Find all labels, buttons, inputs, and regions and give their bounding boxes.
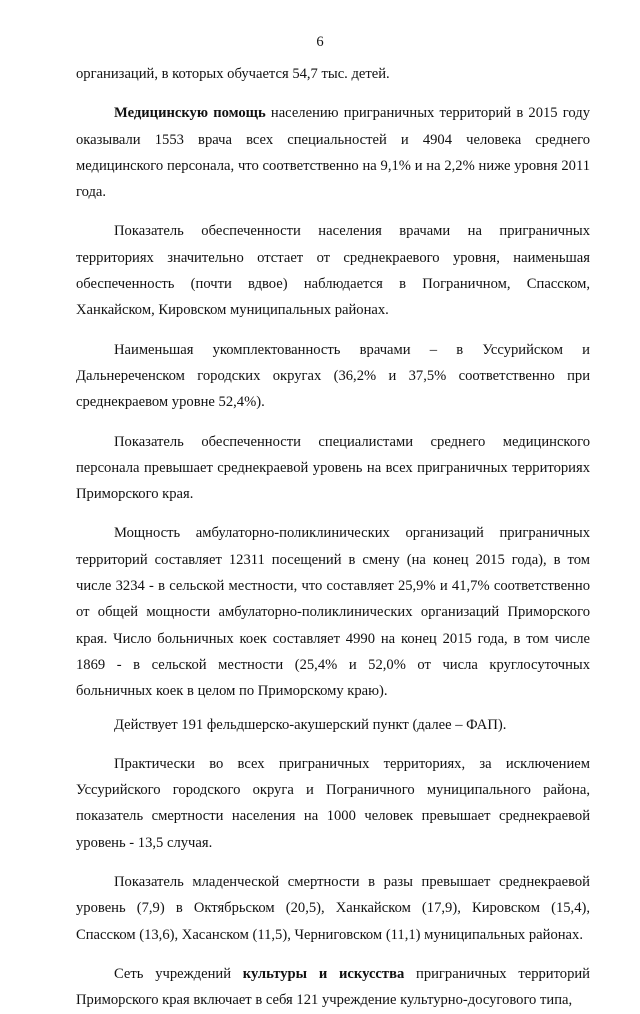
paragraph-text: Мощность амбулаторно-поликлинических организаций приграничных территорий составляет 12311 посещений в смену (на конец 2015 года), в том числе 3234 - в сельской местности, что составляет 25,9% и 41,7% соответственно от общей мощности амбулаторно-поликлинических организаций Приморского края. Число больничных коек составляет 4990 на конец 2015 года, в том числе 1869 - в сельской местности (25,4% и 52,0% от числа круглосуточных больничных коек в целом по Приморскому краю).: [76, 525, 590, 700]
paragraph-text: приграничных территорий Приморского края включает в себя 121 учреждение культурно-досугового типа,: [76, 965, 590, 1009]
paragraph-outpatient-capacity: [76, 520, 590, 704]
paragraph-text-lead: Сеть учреждений: [114, 965, 243, 982]
paragraph-education-continuation: [76, 61, 590, 87]
paragraph-fap: [76, 712, 590, 738]
paragraph-text: Показатель обеспеченности населения врачами на приграничных территориях значительно отстает от среднекраевого уровня, наименьшая обеспеченность (почти вдвое) наблюдается в Пограничном, Спасском, Ханкайском, Кировском муниципальных районах.: [76, 223, 590, 319]
paragraph-text: Действует 191 фельдшерско-акушерский пункт (далее – ФАП).: [114, 716, 507, 733]
bold-heading-culture: культуры и искусства: [242, 965, 405, 982]
paragraph-medical-care: [76, 100, 590, 205]
paragraph-text: Практически во всех приграничных территориях, за исключением Уссурийского городского округа и Пограничного муниципального района, показатель смертности населения на 1000 человек превышает среднекраевой уровень - 13,5 случая.: [76, 755, 590, 851]
paragraph-doctor-provision: [76, 218, 590, 323]
paragraph-text: Показатель обеспеченности специалистами среднего медицинского персонала превышает среднекраевой уровень на всех приграничных территориях Приморского края.: [76, 433, 590, 503]
document-body: [76, 61, 590, 1014]
paragraph-mortality: [76, 751, 590, 856]
paragraph-text: организаций, в которых обучается 54,7 тыс. детей.: [76, 66, 390, 82]
paragraph-infant-mortality: [76, 869, 590, 948]
paragraph-staffing: [76, 337, 590, 416]
paragraph-text: Показатель младенческой смертности в разы превышает среднекраевой уровень (7,9) в Октябрьском (20,5), Ханкайском (17,9), Кировском (15,4), Спасском (13,6), Хасанском (11,5), Черниговском (11,1) муниципальных районах.: [76, 874, 590, 943]
bold-heading-medical-care: Медицинскую помощь: [114, 105, 266, 122]
paragraph-culture: [76, 961, 590, 1014]
page-number: 6: [316, 34, 324, 50]
paragraph-text: Наименьшая укомплектованность врачами – в Уссурийском и Дальнереченском городских округах (36,2% и 37,5% соответственно при среднекраевом уровне 52,4%).: [76, 341, 590, 411]
paragraph-text: населению приграничных территорий в 2015 году оказывали 1553 врача всех специальностей и 4904 человека среднего медицинского персонала, что соответственно на 9,1% и на 2,2% ниже уровня 2011 года.: [76, 105, 590, 201]
paragraph-nursing-staff: [76, 429, 590, 508]
